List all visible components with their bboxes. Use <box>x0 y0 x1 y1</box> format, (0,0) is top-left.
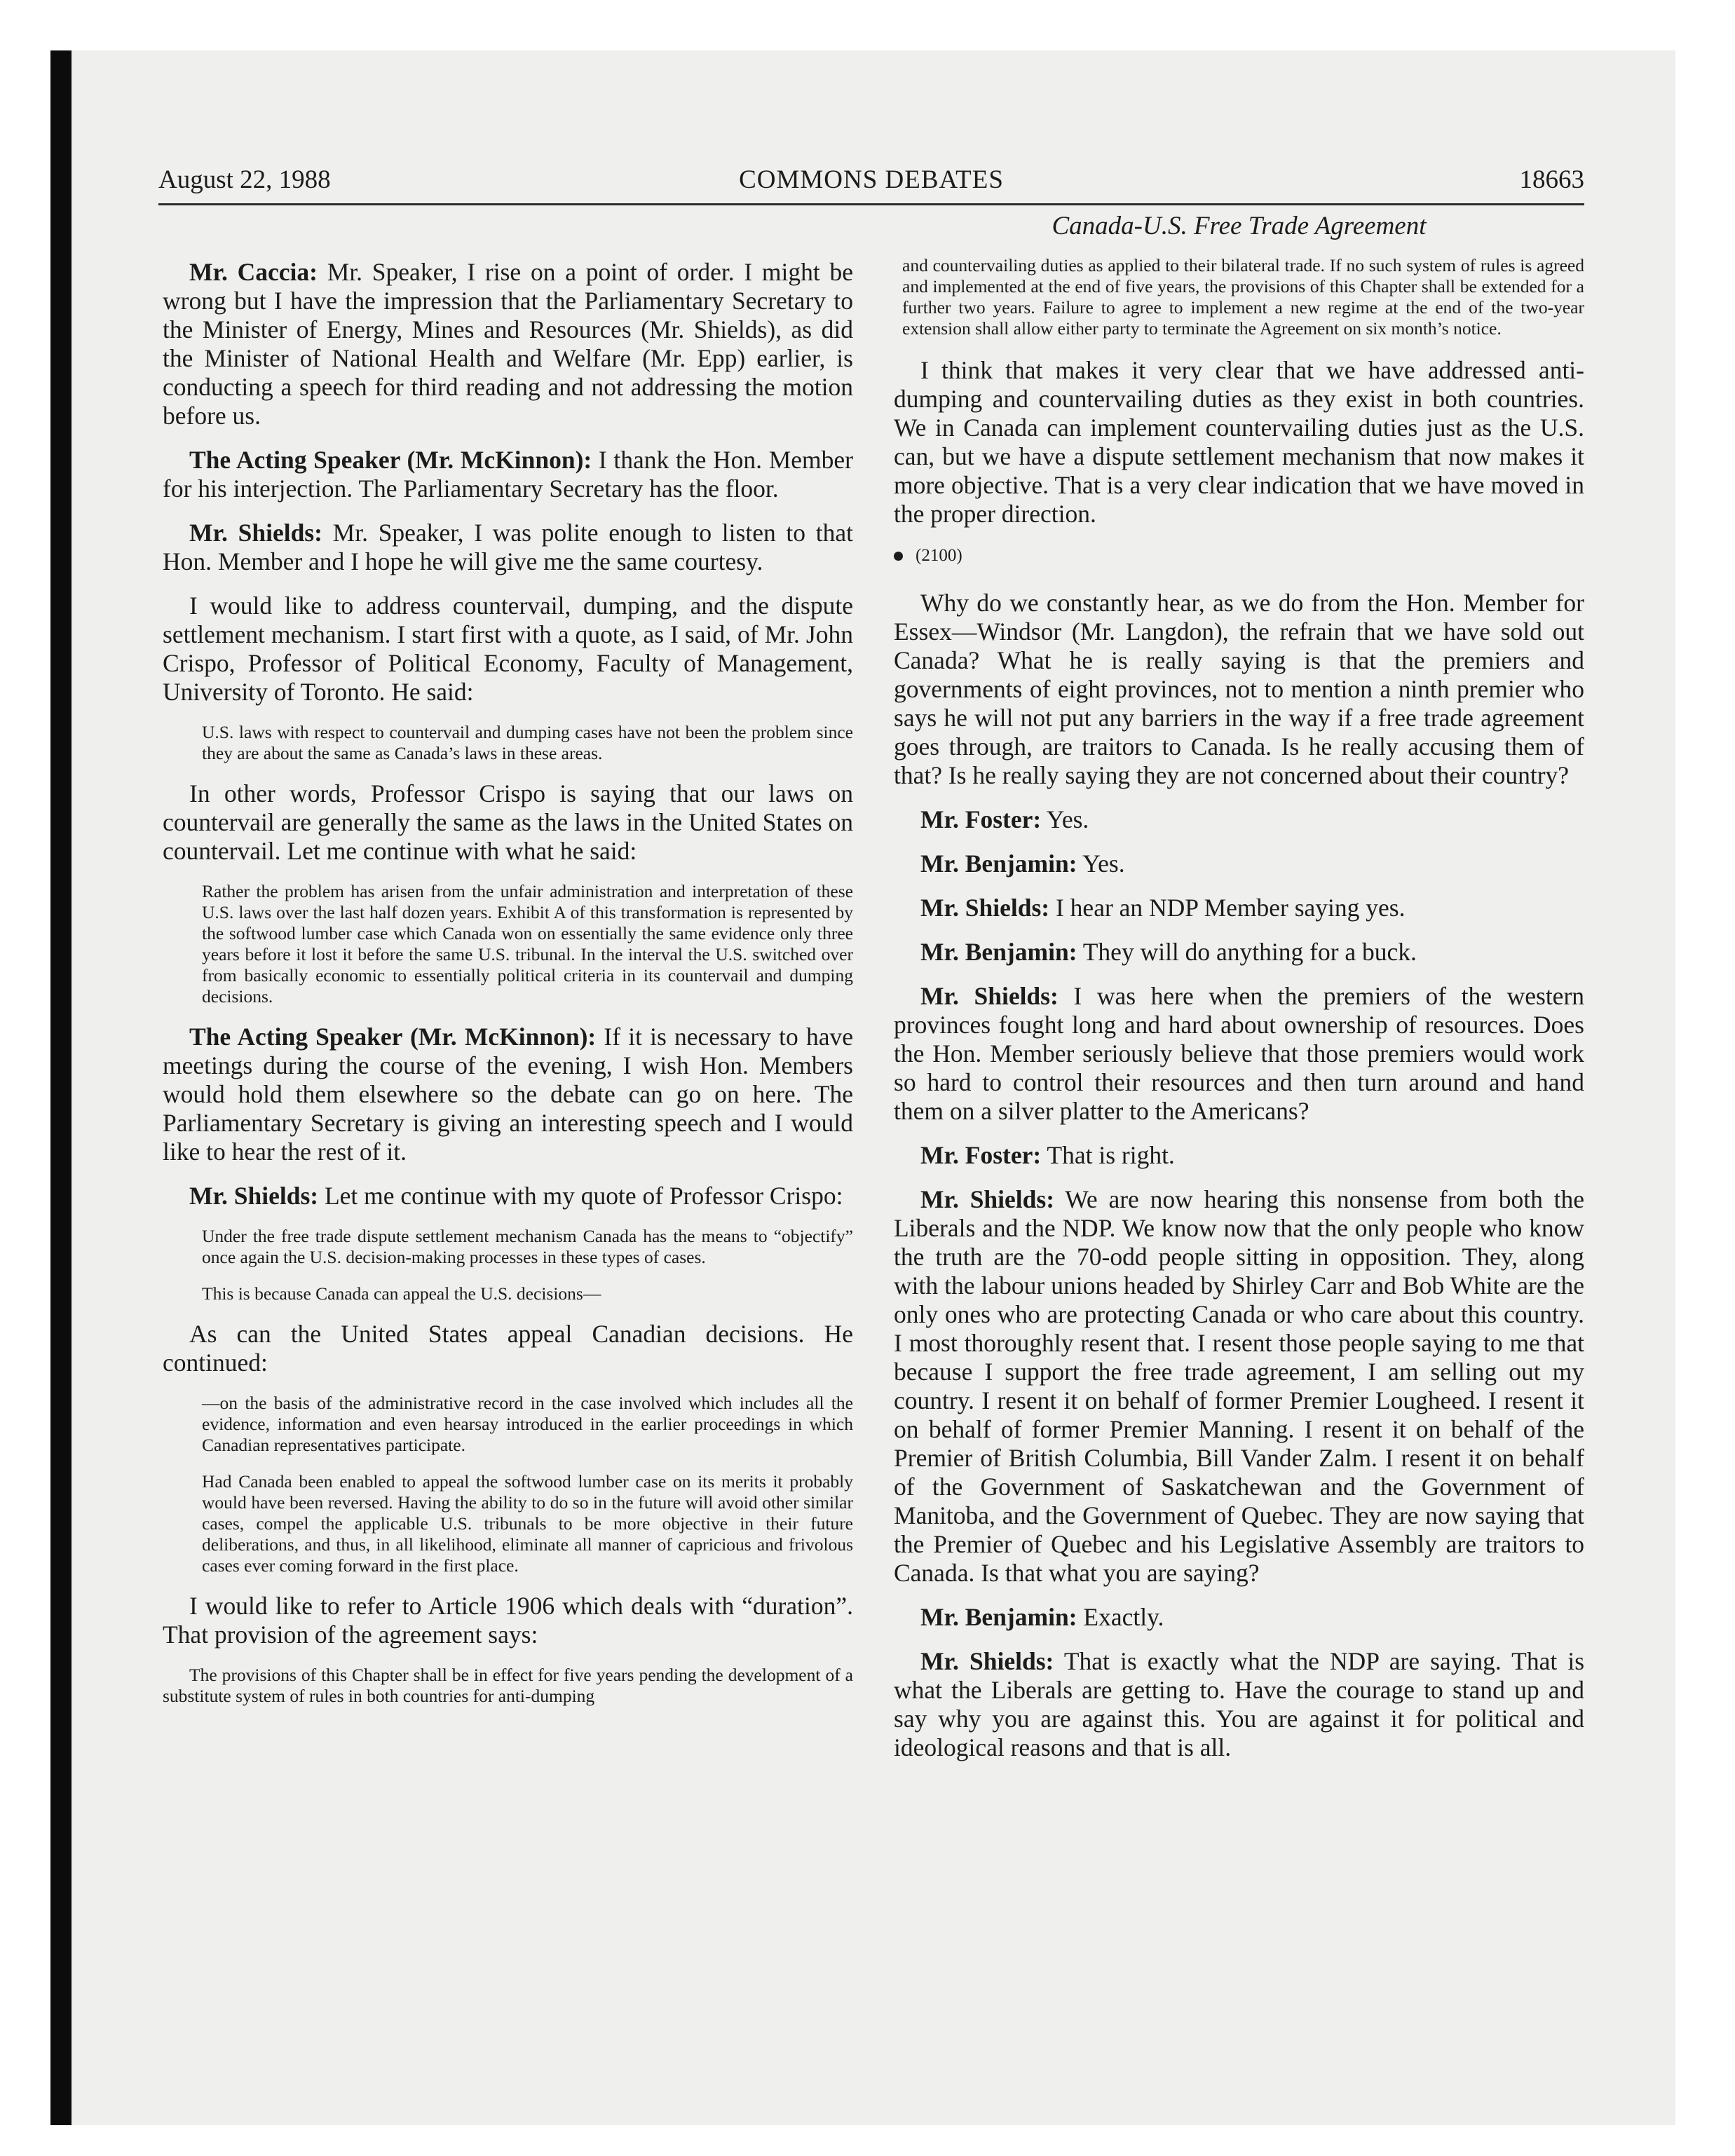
speech-text: Mr. Speaker, I rise on a point of order. I might be wrong but I have the impression that the Parliamentary Secretary to the Minister of Energy, Mines and Resources (Mr. Shields), as did the Minister of National Health and Welfare (Mr. Epp) earlier, is conducting a speech for third reading and not addressing the motion before us. <box>163 258 854 430</box>
speech-paragraph <box>163 1023 853 1166</box>
speech-paragraph <box>163 258 853 430</box>
speech-text: That is right. <box>1047 1141 1175 1169</box>
subject-heading: Canada-U.S. Free Trade Agreement <box>1052 212 1427 240</box>
block-quote: —on the basis of the administrative record in the case involved which includes all the evidence, information and even hearsay introduced in the earlier proceedings in which Canadian representatives participate. <box>202 1393 853 1455</box>
speaker-name: Mr. Shields: <box>920 1185 1055 1213</box>
header-date: August 22, 1988 <box>158 165 331 194</box>
speaker-name: Mr. Shields: <box>920 894 1050 922</box>
speech-paragraph: I would like to address countervail, dumping, and the dispute settlement mechanism. I start first with a quote, as I said, of Mr. John Crispo, Professor of Political Economy, Faculty of Management, University of Toronto. He said: <box>163 592 853 706</box>
speech-paragraph: In other words, Professor Crispo is saying that our laws on countervail are generally the same as the laws in the United States on countervail. Let me continue with what he said: <box>163 779 853 865</box>
scan-edge <box>50 50 72 2125</box>
bullet-icon <box>894 552 903 561</box>
speech-paragraph <box>894 1603 1584 1632</box>
speaker-name: Mr. Shields: <box>189 1182 319 1210</box>
block-quote: Under the free trade dispute settlement mechanism Canada has the means to “objectify” once again the U.S. decision-making processes in these types of cases. <box>202 1226 853 1267</box>
speech-text: If it is necessary to have meetings during the course of the evening, I wish Hon. Members would hold them elsewhere so the debate can go on here. The Parliamentary Secretary is giving an interesting speech and I would like to hear the rest of it. <box>163 1023 853 1166</box>
speech-paragraph <box>163 1182 853 1210</box>
block-quote: and countervailing duties as applied to their bilateral trade. If no such system of rules is agreed and implemented at the end of five years, the provisions of this Chapter shall be extended for a further two years. Failure to agree to implement a new regime at the end of the two-year extension shall allow either party to terminate the Agreement on six month’s notice. <box>902 255 1584 339</box>
speech-paragraph <box>894 1185 1584 1588</box>
speech-paragraph: I think that makes it very clear that we have addressed anti-dumping and countervailing duties as they exist in both countries. We in Canada can implement countervailing duties just as the U.S. can, but we have a dispute settlement mechanism that now makes it more objective. That is a very clear indication that we have moved in the proper direction. <box>894 356 1584 528</box>
block-quote: Rather the problem has arisen from the unfair administration and interpretation of these U.S. laws over the last half dozen years. Exhibit A of this transformation is represented by the softwood lumber case which Canada won on essentially the same evidence only three years before it lost it before the same U.S. tribunal. In the interval the U.S. switched over from basically economic to essentially political criteria in its countervail and dumping decisions. <box>202 881 853 1007</box>
speech-paragraph: I would like to refer to Article 1906 which deals with “duration”. That provision of the agreement says: <box>163 1592 853 1649</box>
speech-paragraph <box>894 982 1584 1126</box>
block-quote: The provisions of this Chapter shall be in effect for five years pending the development of a substitute system of rules in both countries for anti-dumping <box>163 1665 853 1706</box>
speech-paragraph <box>894 805 1584 834</box>
page-number: 18663 <box>1519 165 1584 194</box>
speaker-name: Mr. Foster: <box>920 1141 1042 1169</box>
speech-text: I hear an NDP Member saying yes. <box>1055 894 1406 922</box>
speech-paragraph: As can the United States appeal Canadian decisions. He continued: <box>163 1320 853 1377</box>
speaker-name: Mr. Shields: <box>920 1647 1054 1675</box>
speaker-name: Mr. Benjamin: <box>920 850 1077 878</box>
block-quote: Had Canada been enabled to appeal the softwood lumber case on its merits it probably would have been reversed. Having the ability to do so in the future will avoid other similar cases, compel the applicable U.S. tribunals to be more objective in their future deliberations, and thus, in all likelihood, eliminate all manner of capricious and frivolous cases ever coming forward in the first place. <box>202 1471 853 1576</box>
speech-text: I thank the Hon. Member for his interjection. The Parliamentary Secretary has the floor. <box>163 446 853 503</box>
speech-paragraph: Why do we constantly hear, as we do from the Hon. Member for Essex—Windsor (Mr. Langdon), the refrain that we have sold out Canada? What he is really saying is that the premiers and governments of eight provinces, not to mention a ninth premier who says he will not put any barriers in the way if a free trade agreement goes through, are traitors to Canada. Is he really accusing them of that? Is he really saying they are not concerned about their country? <box>894 589 1584 789</box>
time-marker-label: (2100) <box>916 546 962 565</box>
speech-paragraph <box>894 1141 1584 1170</box>
header-title: COMMONS DEBATES <box>739 165 1004 194</box>
speech-text: Yes. <box>1046 805 1089 833</box>
speech-text: Mr. Speaker, I was polite enough to listen to that Hon. Member and I hope he will give me the same courtesy. <box>163 519 853 575</box>
speech-text: I was here when the premiers of the western provinces fought long and hard about ownership of resources. Does the Hon. Member seriously believe that those premiers would work so hard to control their resources and then turn around and hand them on a silver platter to the Americans? <box>894 982 1585 1125</box>
speaker-name: Mr. Benjamin: <box>920 1603 1077 1631</box>
speaker-name: Mr. Shields: <box>920 982 1059 1010</box>
speech-paragraph <box>163 446 853 503</box>
block-quote: This is because Canada can appeal the U.S. decisions— <box>202 1283 601 1304</box>
speaker-name: The Acting Speaker (Mr. McKinnon): <box>189 1023 597 1051</box>
speech-paragraph <box>894 850 1584 878</box>
left-column <box>163 258 853 1722</box>
speaker-name: The Acting Speaker (Mr. McKinnon): <box>189 446 592 474</box>
speech-paragraph <box>894 1647 1584 1762</box>
speech-text: That is exactly what the NDP are saying. That is what the Liberals are getting to. Have the courage to stand up and say why you are against this. You are against it for political and ideological reasons and that is all. <box>894 1647 1585 1761</box>
speaker-name: Mr. Foster: <box>920 805 1042 833</box>
speaker-name: Mr. Shields: <box>189 519 322 547</box>
speech-paragraph <box>163 519 853 576</box>
speech-text: Exactly. <box>1083 1603 1164 1631</box>
right-column <box>894 255 1584 1778</box>
speech-text: We are now hearing this nonsense from both the Liberals and the NDP. We know now that the only people who know the truth are the 70-odd people sitting in opposition. They, along with the labour unions headed by Shirley Carr and Bob White are the only ones who are protecting Canada or who care about this country. I most thoroughly resent that. I resent those people saying to me that because I support the free trade agreement, I am selling out my country. I resent it on behalf of former Premier Lougheed. I resent it on behalf of former Premier Manning. I resent it on behalf of the Premier of British Columbia, Bill Vander Zalm. I resent it on behalf of the Government of Saskatchewan and the Government of Manitoba, and the Government of Quebec. They are now saying that the Premier of Quebec and his Legislative Assembly are traitors to Canada. Is that what you are saying? <box>894 1185 1585 1587</box>
speech-paragraph <box>894 938 1584 967</box>
speech-text: Let me continue with my quote of Professor Crispo: <box>324 1182 843 1210</box>
running-header <box>158 163 1584 205</box>
speech-text: They will do anything for a buck. <box>1082 938 1417 966</box>
speaker-name: Mr. Benjamin: <box>920 938 1077 966</box>
block-quote: U.S. laws with respect to countervail and dumping cases have not been the problem since they are about the same as Canada’s laws in these areas. <box>202 722 853 763</box>
speaker-name: Mr. Caccia: <box>189 258 318 286</box>
speech-text: Yes. <box>1082 850 1125 878</box>
time-marker <box>894 544 1584 568</box>
speech-paragraph <box>894 894 1584 922</box>
